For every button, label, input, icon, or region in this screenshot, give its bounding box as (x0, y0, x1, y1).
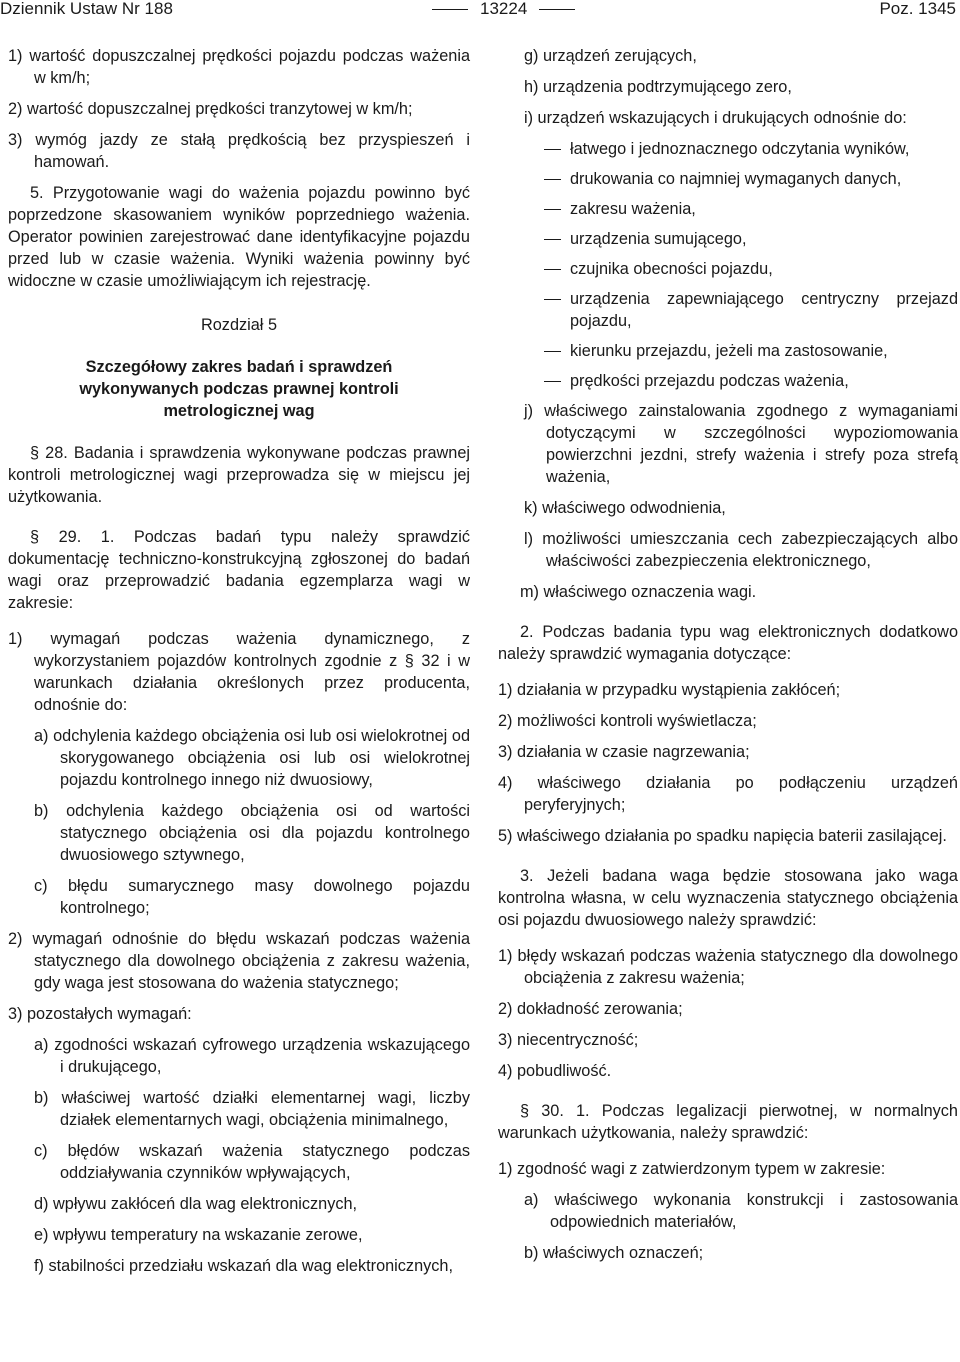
right-paragraph: 3) niecentryczność; (498, 1031, 639, 1049)
journal-title: Dziennik Ustaw Nr 188 (0, 0, 173, 18)
right-paragraph: 1) błędy wskazań podczas ważenia statycznego dla dowolnego obciążenia z zakresu ważenia; (498, 947, 958, 987)
right-paragraph: h) urządzenia podtrzymującego zero, (524, 78, 792, 96)
right-paragraph: b) właściwych oznaczeń; (524, 1244, 704, 1262)
page-number-text: 13224 (480, 0, 528, 18)
right-paragraph: 3) działania w czasie nagrzewania; (498, 743, 750, 761)
right-paragraph: a) właściwego wykonania konstrukcji i zastosowania odpowiednich materiałów, (524, 1191, 958, 1231)
dash-left (432, 9, 468, 10)
left-paragraph: d) wpływu zakłóceń dla wag elektronicznych, (34, 1195, 358, 1213)
right-paragraph: 2) dokładność zerowania; (498, 1000, 683, 1018)
right-paragraph: i) urządzeń wskazujących i drukujących odnośnie do: (524, 109, 907, 127)
right-paragraph: j) właściwego zainstalowania zgodnego z wymaganiami dotyczącymi w szczególności wypoziomowania powierzchni jezdni, strefy ważenia i strefy poza strefą ważenia, (524, 402, 958, 486)
right-paragraph: k) właściwego odwodnienia, (524, 499, 726, 517)
right-paragraph: drukowania co najmniej wymaganych danych, (498, 168, 958, 190)
right-paragraph: 2) możliwości kontroli wyświetlacza; (498, 712, 757, 730)
left-paragraph: 3) wymóg jazdy ze stałą prędkością bez przyspieszeń i hamowań. (8, 131, 470, 171)
right-paragraph: 2. Podczas badania typu wag elektronicznych dodatkowo należy sprawdzić wymagania dotyczące: (498, 623, 958, 663)
position-number: Poz. 1345 (879, 0, 956, 18)
left-paragraph: c) błędu sumarycznego masy dowolnego pojazdu kontrolnego; (34, 877, 470, 917)
right-paragraph: zakresu ważenia, (498, 198, 958, 220)
left-paragraph: 2) wartość dopuszczalnej prędkości tranzytowej w km/h; (8, 100, 413, 118)
left-paragraph: § 29. 1. Podczas badań typu należy sprawdzić dokumentację techniczno-konstrukcyjną zgłoszonej do badań wagi oraz przeprowadzić badania egzemplarza wagi w zakresie: (8, 528, 470, 612)
right-paragraph: 5) właściwego działania po spadku napięcia baterii zasilającej. (498, 827, 947, 845)
left-column (8, 45, 470, 1286)
left-paragraph: 3) pozostałych wymagań: (8, 1005, 192, 1023)
right-paragraph: łatwego i jednoznacznego odczytania wyników, (498, 138, 958, 160)
left-paragraph: 5. Przygotowanie wagi do ważenia pojazdu powinno być poprzedzone skasowaniem wyników poprzedniego ważenia. Operator powinien zarejestrować dane identyfikacyjne pojazdu przed lub w czasie ważenia. Wyniki ważenia powinny być widoczne w czasie umożliwiającym ich rejestrację. (8, 184, 470, 290)
right-paragraph: kierunku przejazdu, jeżeli ma zastosowanie, (498, 340, 958, 362)
left-paragraph: a) zgodności wskazań cyfrowego urządzenia wskazującego i drukującego, (34, 1036, 470, 1076)
right-paragraph: czujnika obecności pojazdu, (498, 258, 958, 280)
left-paragraph: Rozdział 5 (200, 316, 278, 334)
right-paragraph: urządzenia zapewniającego centryczny przejazd pojazdu, (498, 288, 958, 332)
right-column (498, 45, 958, 1273)
right-paragraph: 4) pobudliwość. (498, 1062, 612, 1080)
right-paragraph: 3. Jeżeli badana waga będzie stosowana jako waga kontrolna własna, w celu wyznaczenia statycznego obciążenia osi pojazdu dwuosiowego należy sprawdzić: (498, 867, 958, 929)
left-paragraph: e) wpływu temperatury na wskazanie zerowe, (34, 1226, 363, 1244)
right-paragraph: 1) działania w przypadku wystąpienia zakłóceń; (498, 681, 841, 699)
right-paragraph: m) właściwego oznaczenia wagi. (520, 583, 757, 601)
right-paragraph: 1) zgodność wagi z zatwierdzonym typem w zakresie: (498, 1160, 886, 1178)
left-paragraph: 1) wartość dopuszczalnej prędkości pojazdu podczas ważenia w km/h; (8, 47, 470, 87)
page-number (420, 0, 587, 18)
left-paragraph: a) odchylenia każdego obciążenia osi lub osi wielokrotnej od skorygowanego obciążenia osi lub osi wielokrotnej pojazdu kontrolnego innego niż dwuosiowy, (34, 727, 470, 789)
left-paragraph: § 28. Badania i sprawdzenia wykonywane podczas prawnej kontroli metrologicznej wagi przeprowadza się w miejscu jej użytkowania. (8, 444, 470, 506)
left-paragraph: Szczegółowy zakres badań i sprawdzeń wykonywanych podczas prawnej kontroli metrologicznej wag (79, 358, 399, 420)
dash-right (539, 9, 575, 10)
left-paragraph: 2) wymagań odnośnie do błędu wskazań podczas ważenia statycznego dla dowolnego obciążenia z zakresu ważenia, gdy waga jest stosowana do ważenia statycznego; (8, 930, 470, 992)
right-paragraph: urządzenia sumującego, (498, 228, 958, 250)
left-paragraph: b) odchylenia każdego obciążenia osi od wartości statycznego obciążenia osi dla pojazdu kontrolnego dwuosiowego sztywnego, (34, 802, 470, 864)
page-header (0, 0, 960, 20)
left-paragraph: f) stabilności przedziału wskazań dla wag elektronicznych, (34, 1257, 453, 1275)
left-paragraph: b) właściwej wartość działki elementarnej wagi, liczby działek elementarnych wagi, obciążenia minimalnego, (34, 1089, 470, 1129)
right-paragraph: prędkości przejazdu podczas ważenia, (498, 370, 958, 392)
right-paragraph: l) możliwości umieszczania cech zabezpieczających albo właściwości zabezpieczenia elektronicznego, (524, 530, 958, 570)
right-paragraph: 4) właściwego działania po podłączeniu urządzeń peryferyjnych; (498, 774, 958, 814)
right-paragraph: § 30. 1. Podczas legalizacji pierwotnej, w normalnych warunkach użytkowania, należy sprawdzić: (498, 1102, 958, 1142)
right-paragraph: g) urządzeń zerujących, (524, 47, 697, 65)
left-paragraph: c) błędów wskazań ważenia statycznego podczas oddziaływania czynników wpływających, (34, 1142, 470, 1182)
left-paragraph: 1) wymagań podczas ważenia dynamicznego, z wykorzystaniem pojazdów kontrolnych zgodnie z § 32 i w warunkach działania określonych przez producenta, odnośnie do: (8, 630, 470, 714)
